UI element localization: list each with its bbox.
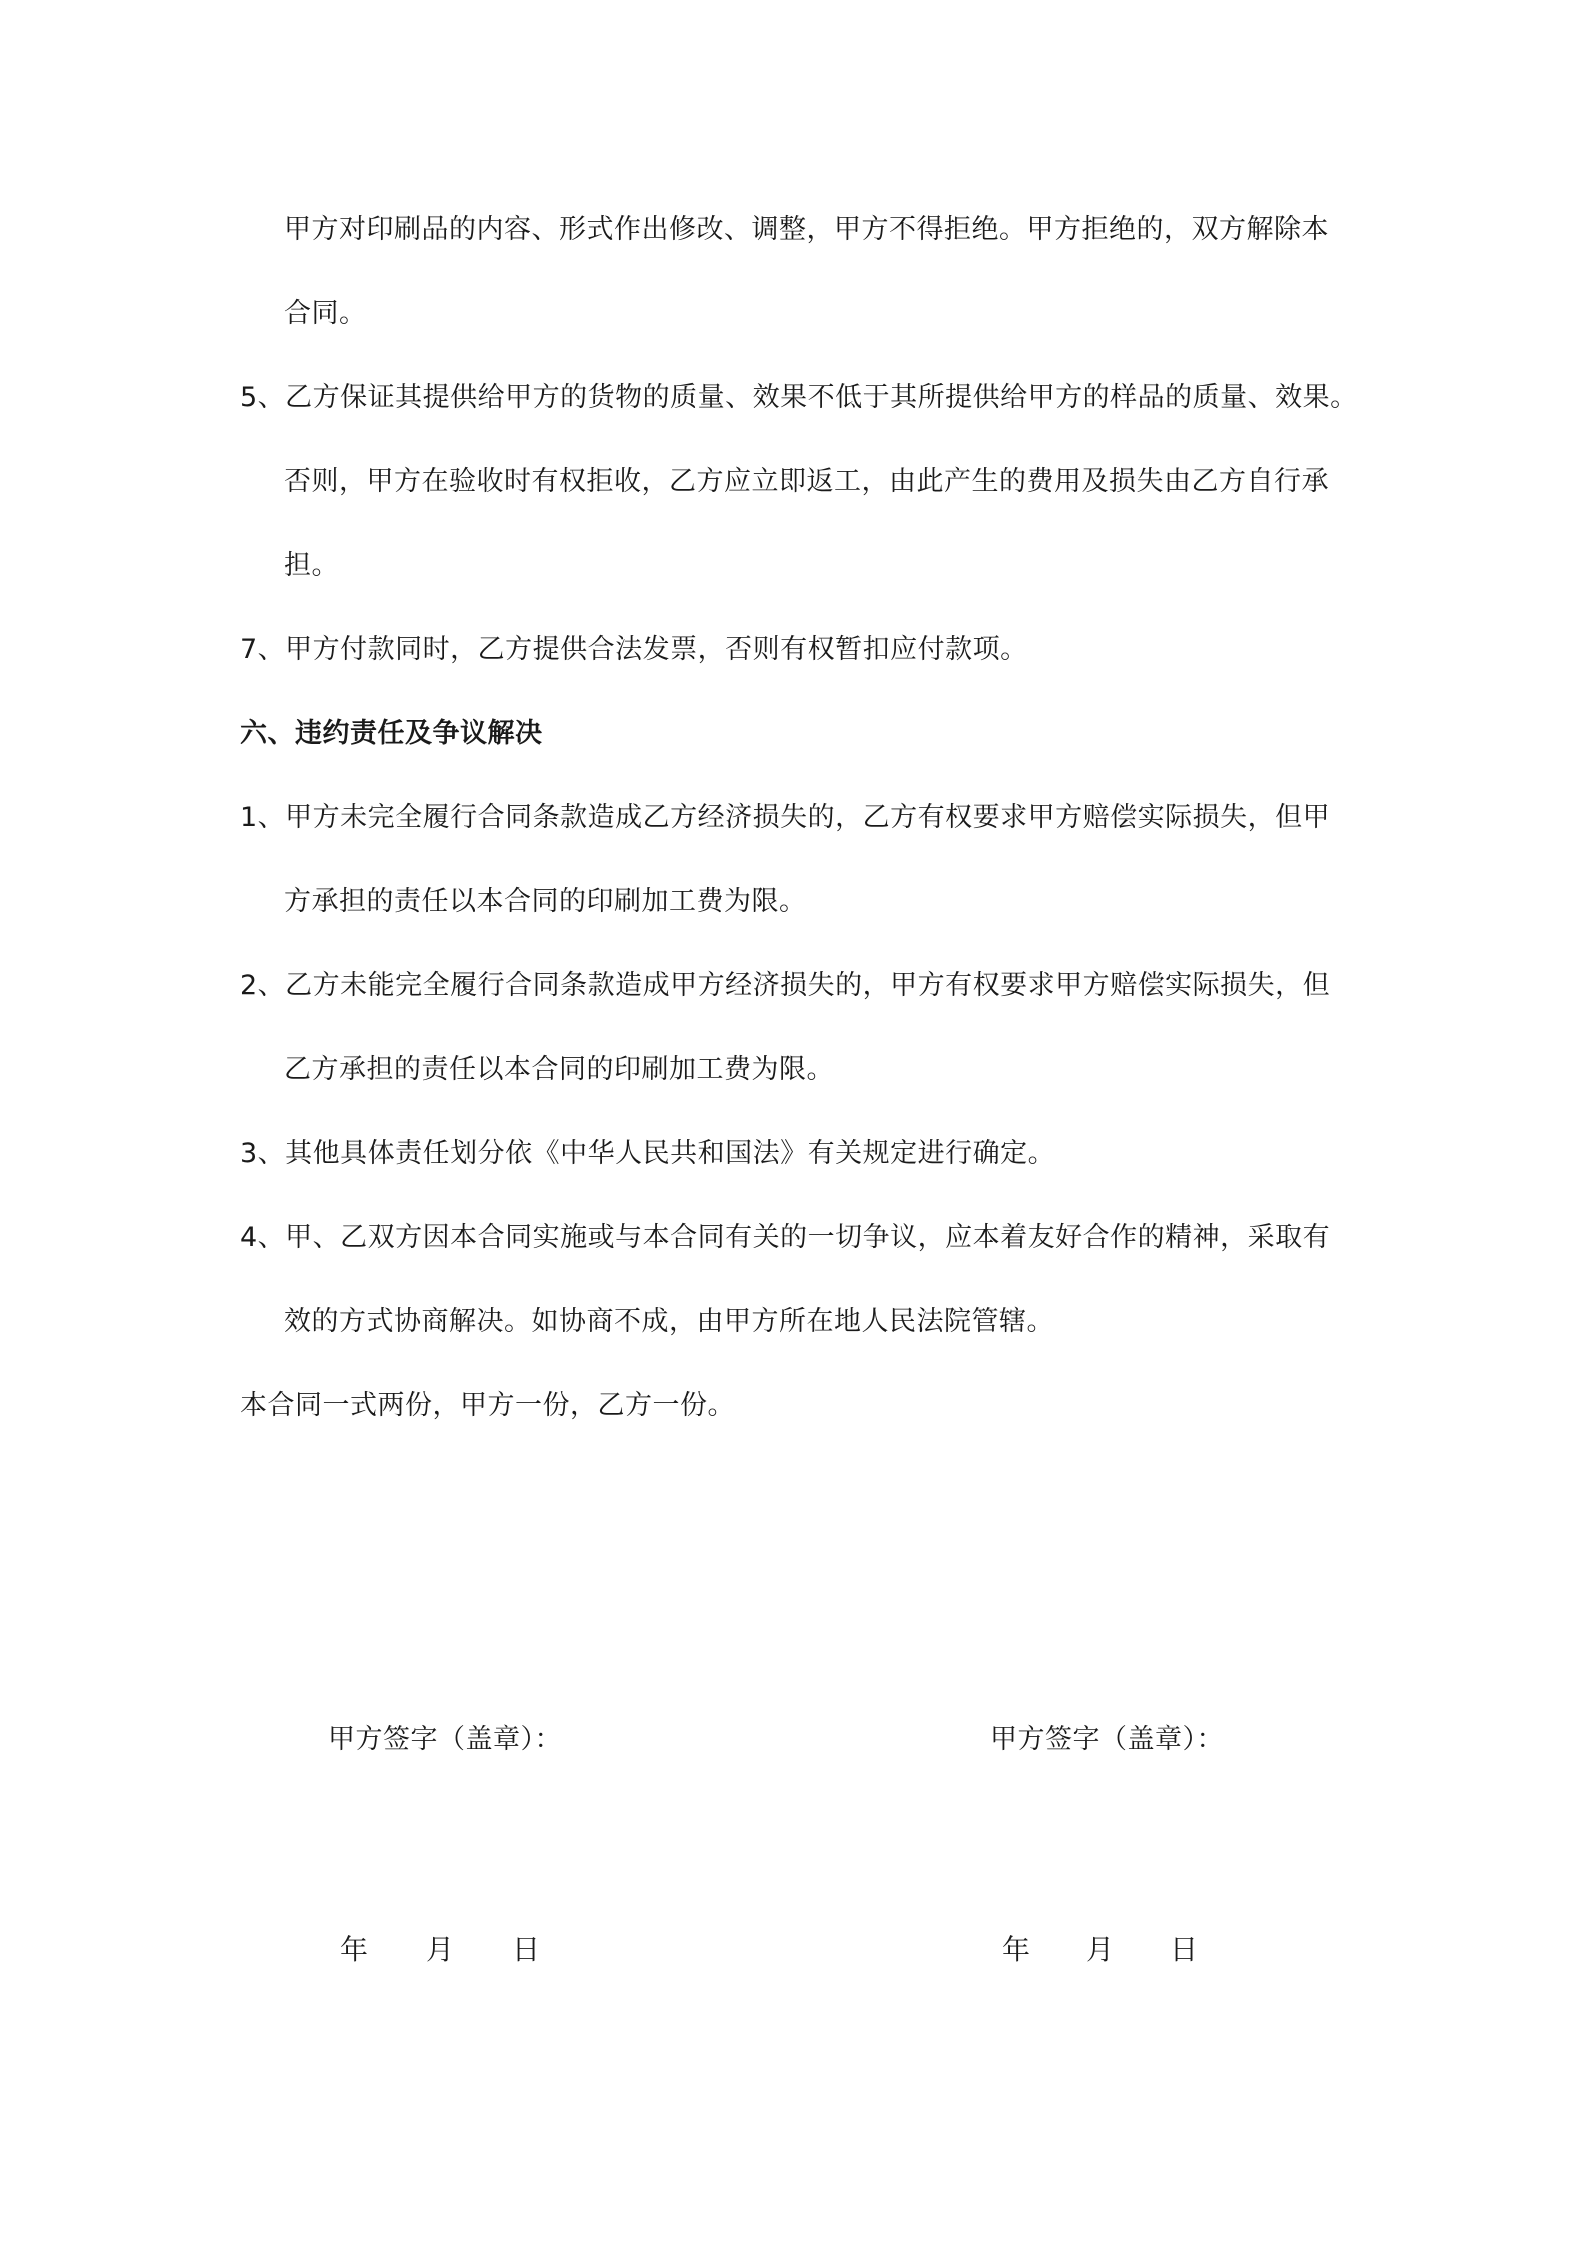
party-a-date-year: 年: [340, 1933, 369, 1966]
liability-2-line-1: 2、乙方未能完全履行合同条款造成甲方经济损失的，甲方有权要求甲方赔偿实际损失，但: [240, 970, 1331, 1001]
party-a-date: [340, 1932, 560, 1968]
clause-5-line-3: 担。: [284, 550, 339, 581]
clause-4-continuation-line-2: 合同。: [284, 298, 367, 329]
party-a-date-day: 日: [512, 1933, 541, 1966]
party-a-signature-label: 甲方签字（盖章）：: [328, 1724, 562, 1755]
party-b-date-month: 月: [1086, 1933, 1115, 1966]
liability-3-line-1: 3、其他具体责任划分依《中华人民共和国法》有关规定进行确定。: [240, 1138, 1056, 1169]
party-b-date: [1002, 1932, 1222, 1968]
section-6-heading: 六、违约责任及争议解决: [240, 718, 543, 749]
clause-7-line-1: 7、甲方付款同时，乙方提供合法发票，否则有权暂扣应付款项。: [240, 634, 1028, 665]
party-b-date-day: 日: [1170, 1933, 1199, 1966]
liability-1-line-2: 方承担的责任以本合同的印刷加工费为限。: [284, 886, 807, 917]
clause-5-line-2: 否则，甲方在验收时有权拒收，乙方应立即返工，由此产生的费用及损失由乙方自行承: [284, 466, 1329, 497]
party-a-date-month: 月: [426, 1933, 455, 1966]
liability-4-line-1: 4、甲、乙双方因本合同实施或与本合同有关的一切争议，应本着友好合作的精神，采取有: [240, 1222, 1331, 1253]
liability-4-line-2: 效的方式协商解决。如协商不成，由甲方所在地人民法院管辖。: [284, 1306, 1054, 1337]
party-b-date-year: 年: [1002, 1933, 1031, 1966]
copies-statement: 本合同一式两份，甲方一份，乙方一份。: [240, 1390, 735, 1421]
clause-4-continuation-line-1: 甲方对印刷品的内容、形式作出修改、调整，甲方不得拒绝。甲方拒绝的，双方解除本: [284, 214, 1329, 245]
clause-5-line-1: 5、乙方保证其提供给甲方的货物的质量、效果不低于其所提供给甲方的样品的质量、效果。: [240, 382, 1358, 413]
party-b-signature-label: 甲方签字（盖章）：: [990, 1724, 1224, 1755]
liability-1-line-1: 1、甲方未完全履行合同条款造成乙方经济损失的，乙方有权要求甲方赔偿实际损失，但甲: [240, 802, 1331, 833]
liability-2-line-2: 乙方承担的责任以本合同的印刷加工费为限。: [284, 1054, 834, 1085]
